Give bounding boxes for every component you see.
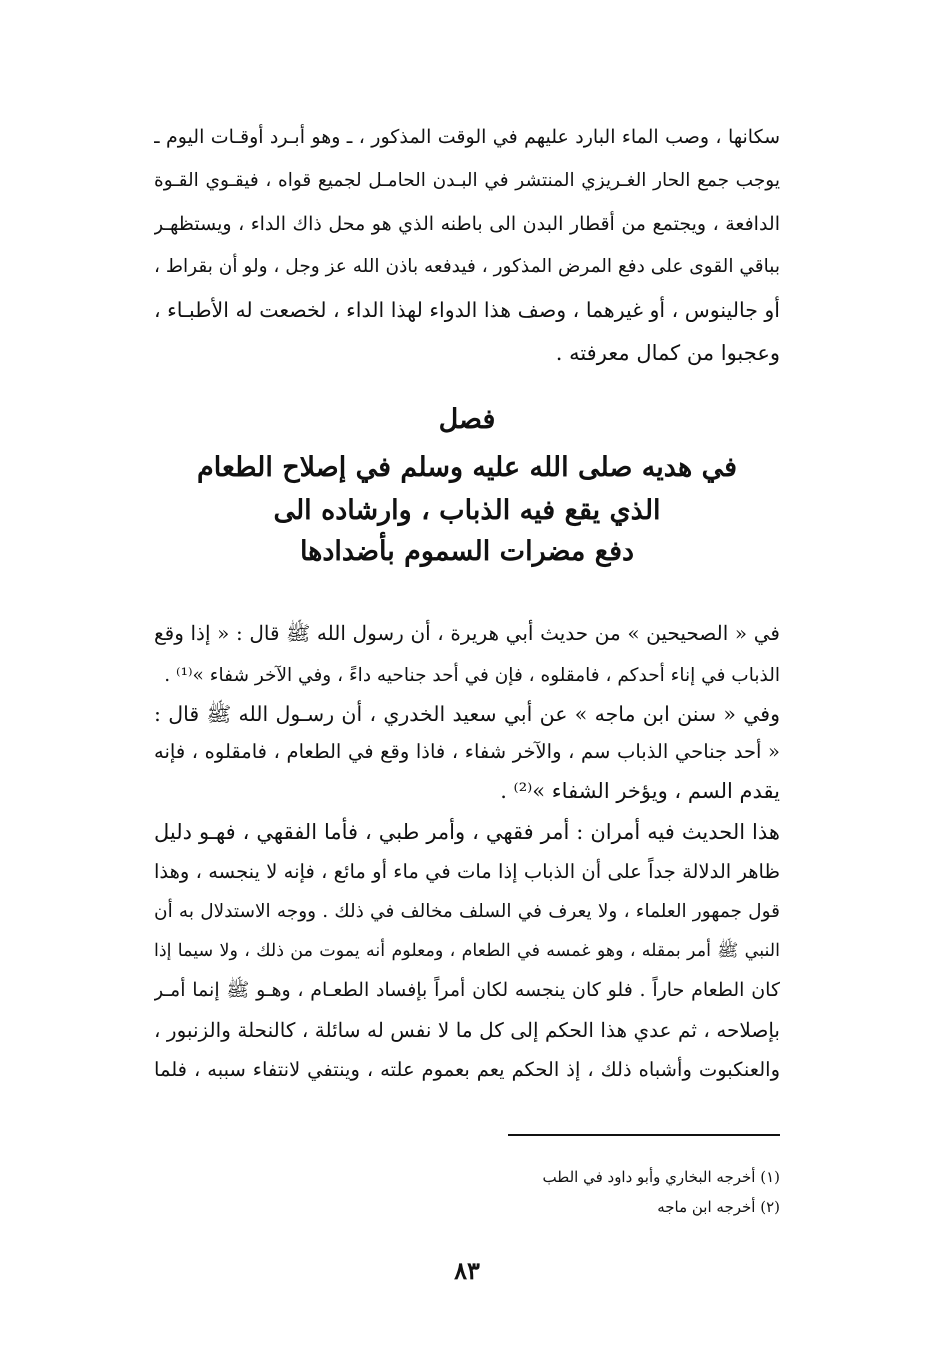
body-line: الذباب في إناء أحدكم ، فامقلوه ، فإن في أحد جناحيه داءً ، وفي الآخر شفاء »⁽¹⁾ . xyxy=(164,665,780,686)
paragraph-line: أو جالينوس ، أو غيرهما ، وصف هذا الدواء لهذا الداء ، لخصعت له الأطبـاء ، xyxy=(154,298,780,322)
page-number: ٨٣ xyxy=(454,1256,480,1285)
body-line: هذا الحديث فيه أمران : أمر فقهي ، وأمر طبي ، فأما الفقهي ، فهـو دليل xyxy=(154,820,780,844)
footnote: (٢) أخرجه ابن ماجه xyxy=(657,1198,780,1216)
paragraph-line: وعجبوا من كمال معرفته . xyxy=(555,341,780,365)
body-line: النبي ﷺ أمر بمقله ، وهو غمسه في الطعام ، ومعلوم أنه يموت من ذلك ، ولا سيما إذا xyxy=(154,941,780,961)
paragraph-line: يوجب جمع الحار الغـريزي المنتشر في البـدن الحامـل لجميع قواه ، فيقـوي القـوة xyxy=(154,170,780,191)
section-title: فصل xyxy=(438,404,496,435)
paragraph-line: الدافعة ، ويجتمع من أقطار البدن الى باطنه الذي هو محل ذاك الداء ، ويستظهـر xyxy=(154,213,780,235)
body-line: ظاهر الدلالة جداً على أن الذباب إذا مات في ماء أو مائع ، فإنه لا ينجسه ، وهذا xyxy=(154,860,780,883)
body-line: وفي « سنن ابن ماجه » عن أبي سعيد الخدري ، أن رسـول الله ﷺ قال : xyxy=(154,702,780,726)
paragraph-line: سكانها ، وصب الماء البارد عليهم في الوقت المذكور ، ـ وهو أبـرد أوقـات اليوم ـ xyxy=(154,126,780,148)
body-line: كان الطعام حاراً . فلو كان ينجسه لكان أمراً بإفساد الطعـام ، وهـو ﷺ إنما أمـر xyxy=(154,979,780,1001)
footnote: (١) أخرجه البخاري وأبو داود في الطب xyxy=(542,1168,780,1186)
body-line: في « الصحيحين » من حديث أبي هريرة ، أن رسول الله ﷺ قال : « إذا وقع xyxy=(154,621,780,645)
section-subtitle-line: دفع مضرات السموم بأضدادها xyxy=(299,536,635,567)
body-line: بإصلاحه ، ثم عدي هذا الحكم إلى كل ما لا نفس له سائلة ، كالنحلة والزنبور ، xyxy=(154,1018,780,1042)
paragraph-line: بباقي القوى على دفع المرض المذكور ، فيدفعه باذن الله عز وجل ، ولو أن بقراط ، xyxy=(154,256,780,277)
body-line: يقدم السم ، ويؤخر الشفاء »⁽²⁾ . xyxy=(500,779,780,803)
body-line: والعنكبوت وأشباه ذلك ، إذ الحكم يعم بعموم علته ، وينتفي لانتفاء سببه ، فلما xyxy=(154,1058,780,1081)
body-line: قول جمهور العلماء ، ولا يعرف في السلف مخالف في ذلك . ووجه الاستدلال به أن xyxy=(154,901,780,922)
section-subtitle-line: في هديه صلى الله عليه وسلم في إصلاح الطعام xyxy=(197,452,737,483)
footnote-divider xyxy=(508,1134,780,1136)
section-subtitle-line: الذي يقع فيه الذباب ، وارشاده الى xyxy=(273,495,661,526)
body-line: « أحد جناحي الذباب سم ، والآخر شفاء ، فاذا وقع في الطعام ، فامقلوه ، فإنه xyxy=(154,740,780,763)
